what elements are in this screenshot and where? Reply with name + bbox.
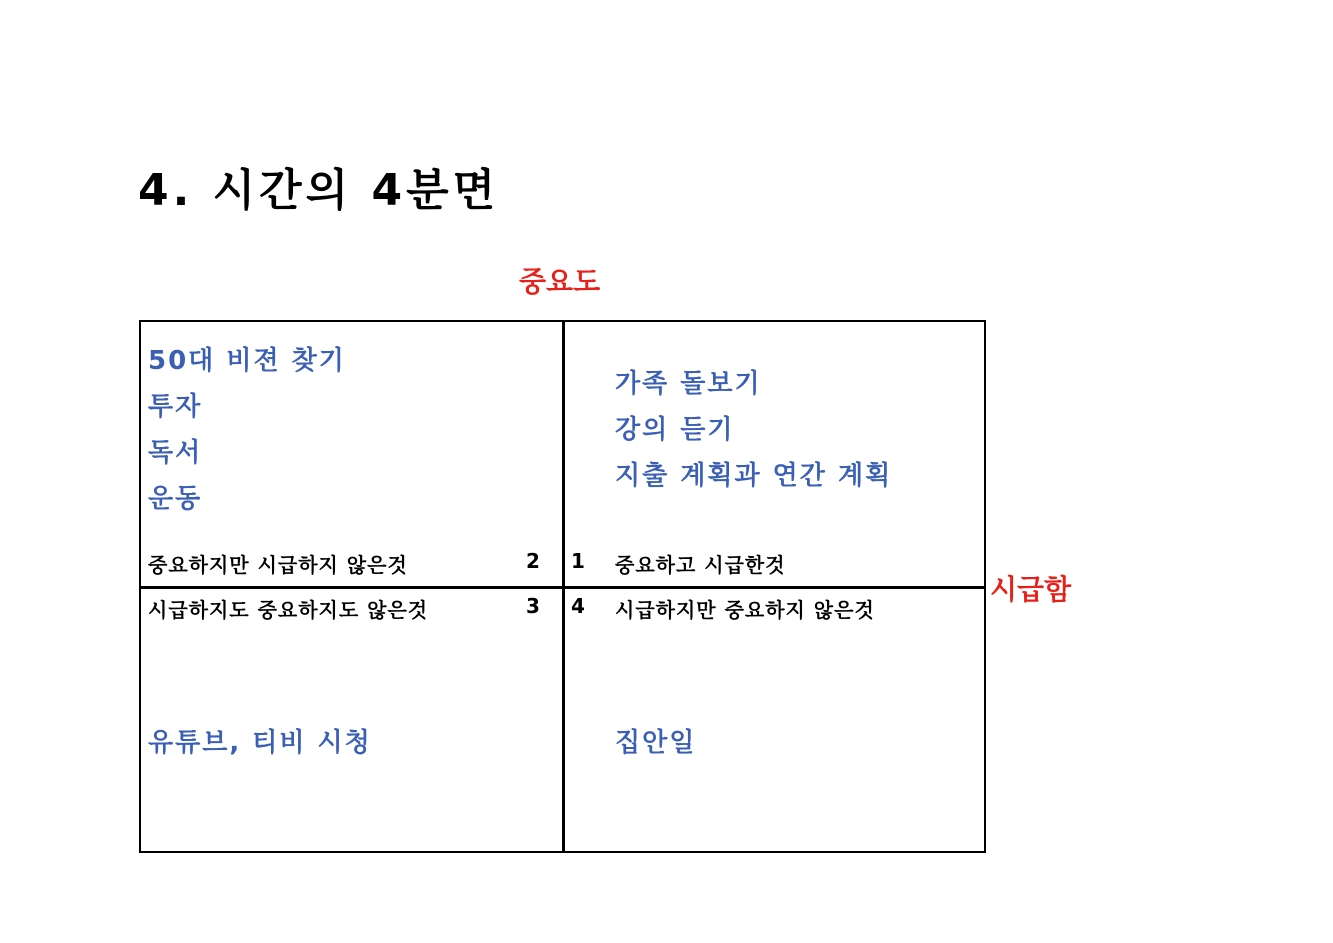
list-item: 가족 돌보기 bbox=[615, 369, 762, 399]
list-item: 투자 bbox=[148, 392, 203, 422]
quadrant-3-label: 시급하지도 중요하지도 않은것 bbox=[148, 598, 429, 622]
urgency-axis-label: 시급함 bbox=[990, 573, 1072, 606]
quadrant-2-number: 2 bbox=[526, 549, 540, 573]
quadrant-3-number: 3 bbox=[526, 594, 540, 618]
quadrant-4-label: 시급하지만 중요하지 않은것 bbox=[615, 598, 875, 622]
importance-axis-label: 중요도 bbox=[519, 265, 601, 298]
list-item: 50대 비젼 찾기 bbox=[148, 346, 346, 376]
quadrant-4-item: 집안일 bbox=[615, 728, 697, 758]
list-item: 운동 bbox=[148, 484, 203, 514]
list-item: 독서 bbox=[148, 438, 203, 468]
quadrant-3-item: 유튜브, 티비 시청 bbox=[148, 728, 372, 758]
quadrant-1-number: 1 bbox=[571, 549, 585, 573]
quadrant-1-items bbox=[615, 361, 892, 499]
list-item: 강의 듣기 bbox=[615, 415, 735, 445]
horizontal-divider bbox=[141, 586, 984, 589]
quadrant-4-number: 4 bbox=[571, 594, 585, 618]
list-item: 지출 계획과 연간 계획 bbox=[615, 461, 893, 491]
quadrant-2-label: 중요하지만 시급하지 않은것 bbox=[148, 553, 408, 577]
quadrant-1-label: 중요하고 시급한것 bbox=[615, 553, 786, 577]
quadrant-2-items bbox=[148, 338, 346, 522]
page-title: 4. 시간의 4분면 bbox=[138, 165, 500, 216]
